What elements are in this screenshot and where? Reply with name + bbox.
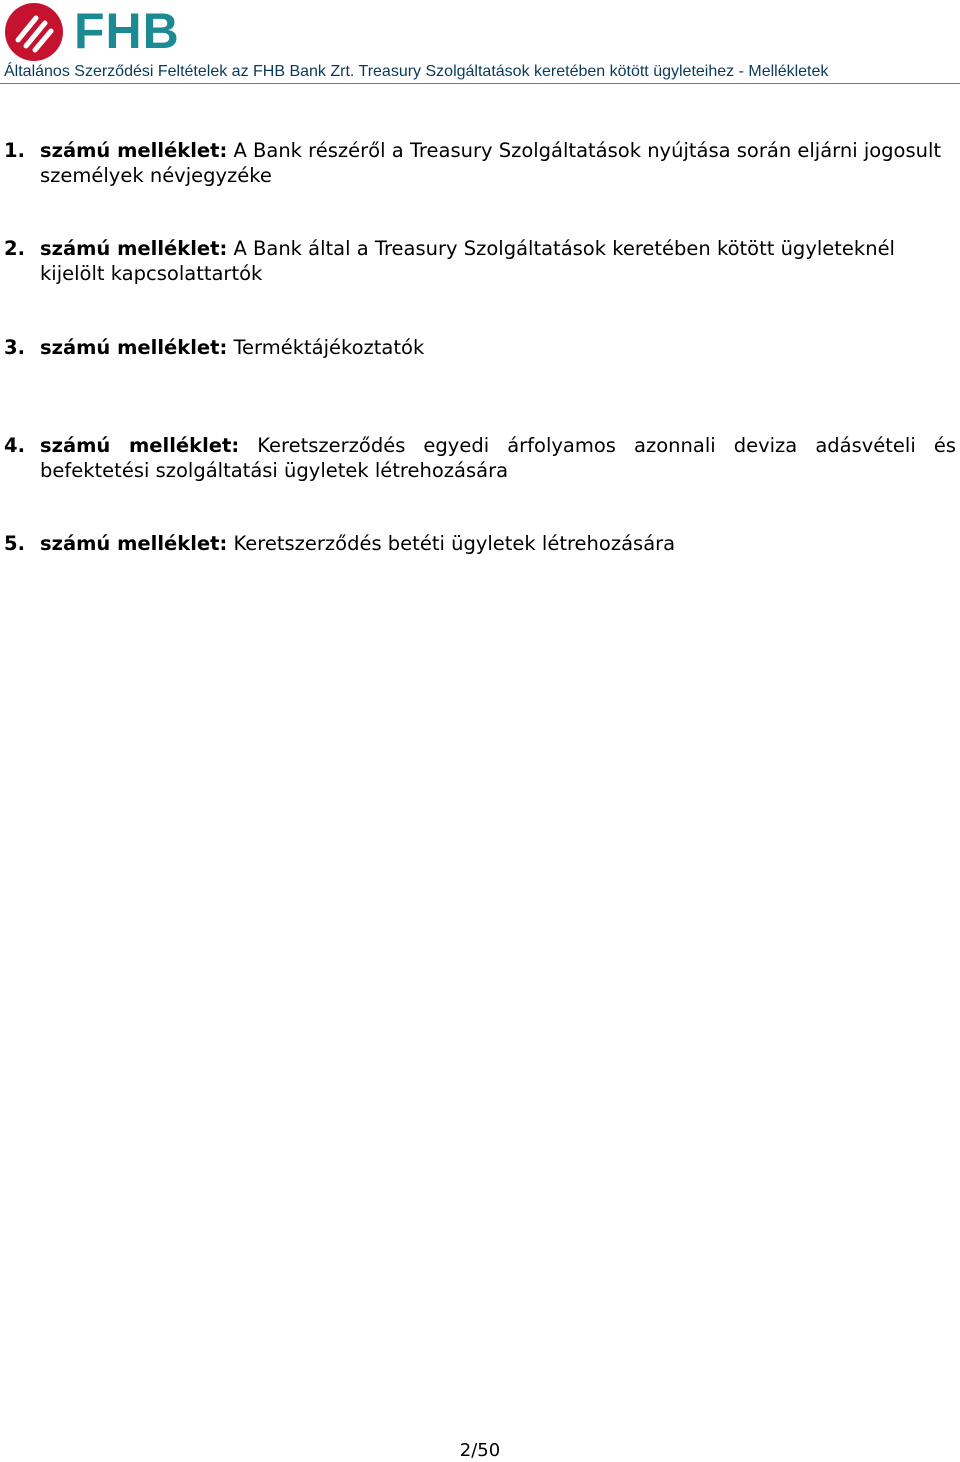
annex-title: Keretszerződés betéti ügyletek létrehozására — [233, 532, 676, 555]
annex-title: Keretszerződés egyedi árfolyamos azonnali deviza adásvételi és befektetési szolgáltatási ügyletek létrehozására — [40, 434, 956, 482]
annex-label: számú melléklet: — [40, 237, 228, 260]
annex-label: számú melléklet: — [40, 532, 228, 555]
annex-item-4 — [4, 433, 956, 483]
document-header-title: Általános Szerződési Feltételek az FHB Bank Zrt. Treasury Szolgáltatások keretében kötött ügyleteihez - Mellékletek — [4, 63, 829, 80]
annex-number: 1. — [4, 139, 25, 162]
fhb-logo-icon — [4, 2, 64, 62]
annex-label: számú melléklet: — [40, 336, 228, 359]
annex-number: 5. — [4, 532, 25, 555]
annex-label: számú melléklet: — [40, 139, 228, 162]
annex-item-5 — [4, 531, 956, 556]
annex-item-2 — [4, 236, 956, 286]
annex-label: számú melléklet: — [40, 434, 240, 457]
annex-title: A Bank által a Treasury Szolgáltatások keretében kötött ügyleteknél kijelölt kapcsolattartók — [40, 237, 895, 285]
annex-number: 4. — [4, 434, 25, 457]
annex-number: 3. — [4, 336, 25, 359]
annex-title: Terméktájékoztatók — [233, 336, 425, 359]
logo-wordmark: FHB — [74, 3, 180, 59]
annex-title: A Bank részéről a Treasury Szolgáltatások nyújtása során eljárni jogosult személyek névjegyzéke — [40, 139, 942, 187]
header-divider — [0, 83, 960, 84]
annex-number: 2. — [4, 237, 25, 260]
annex-item-1 — [4, 138, 956, 188]
annex-item-3 — [4, 335, 956, 360]
page-number: 2/50 — [459, 1440, 501, 1461]
